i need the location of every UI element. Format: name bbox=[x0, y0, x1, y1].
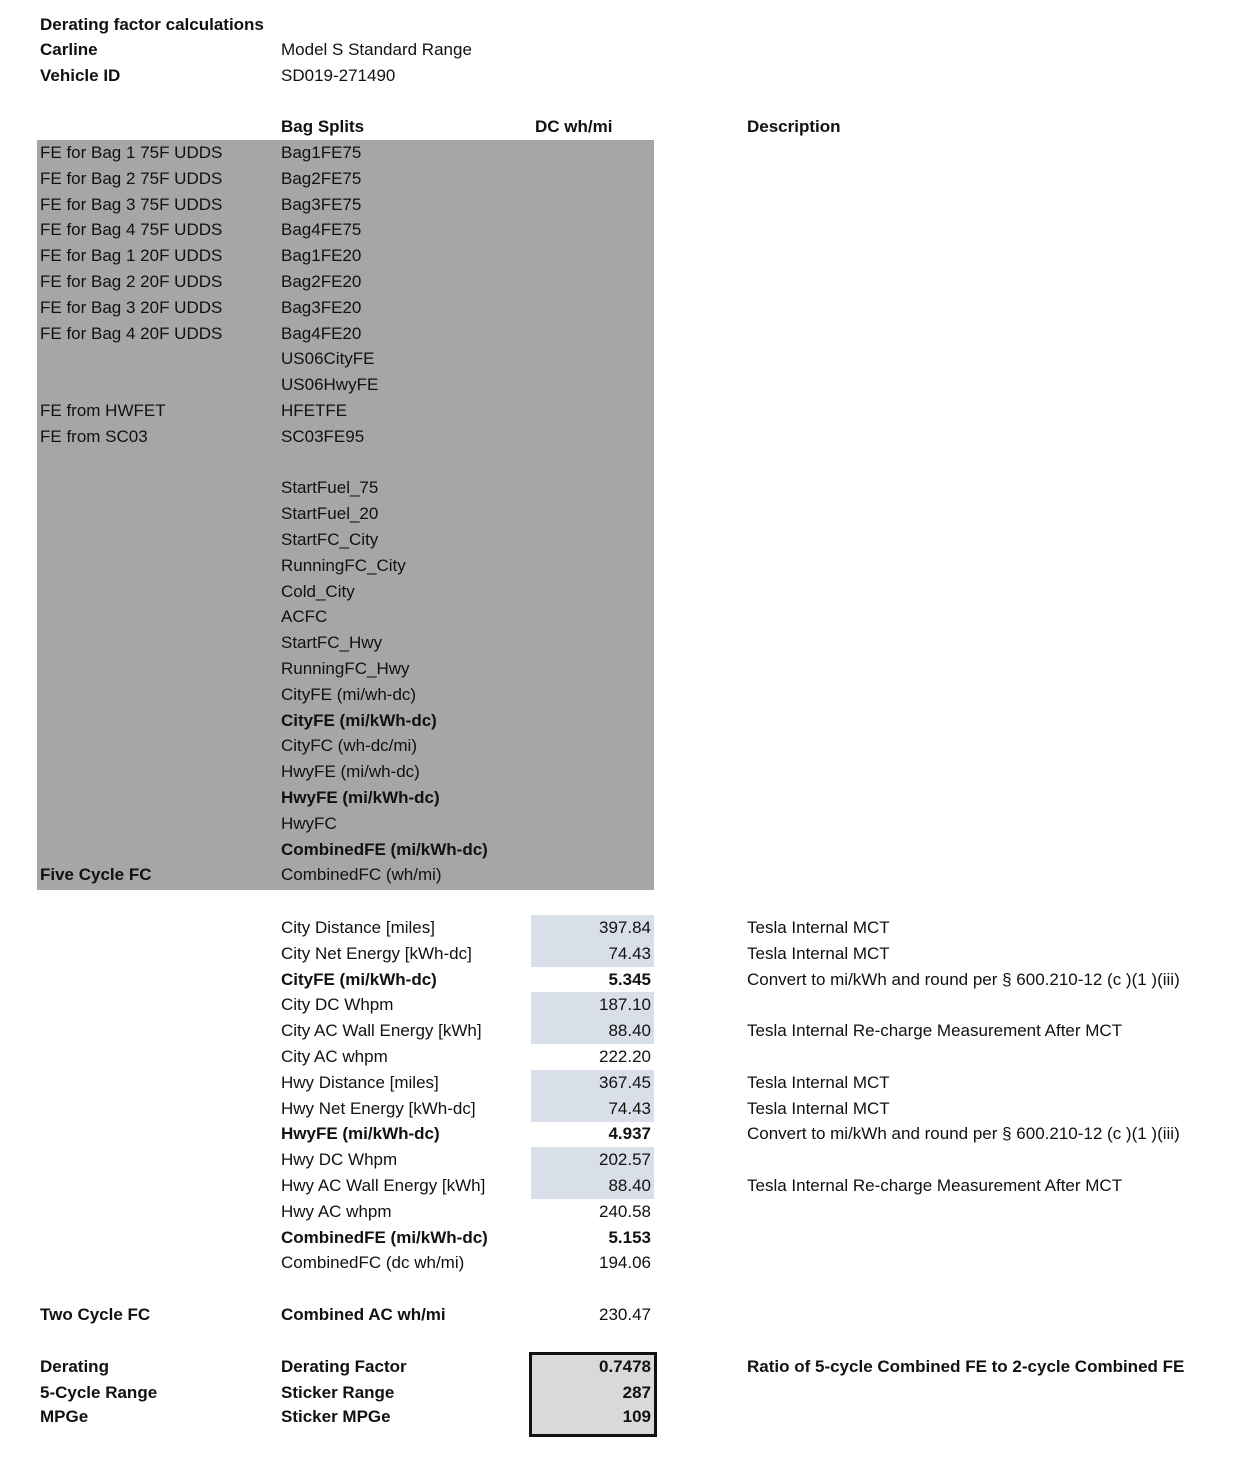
result-section-label: Derating bbox=[40, 1357, 109, 1376]
detail-row-label: Hwy AC Wall Energy [kWh] bbox=[281, 1176, 486, 1195]
result-label: Sticker MPGe bbox=[281, 1407, 391, 1426]
five-cycle-row-name: HwyFE (mi/wh-dc) bbox=[281, 762, 420, 781]
five-cycle-row-description: FE for Bag 2 20F UDDS bbox=[40, 272, 223, 291]
five-cycle-row-name: StartFC_City bbox=[281, 530, 379, 549]
five-cycle-row-name: RunningFC_Hwy bbox=[281, 659, 410, 678]
five-cycle-row-name: Cold_City bbox=[281, 582, 355, 601]
result-label: Derating Factor bbox=[281, 1357, 407, 1376]
five-cycle-row-name: HwyFE (mi/kWh-dc) bbox=[281, 788, 440, 807]
detail-row-label: Hwy Net Energy [kWh-dc] bbox=[281, 1099, 476, 1118]
five-cycle-row-name: Bag3FE75 bbox=[281, 195, 362, 214]
result-value: 0.7478 bbox=[599, 1357, 651, 1376]
five-cycle-row-name: ACFC bbox=[281, 607, 328, 626]
detail-row-label: CityFE (mi/kWh-dc) bbox=[281, 970, 437, 989]
detail-row-value: 74.43 bbox=[608, 1099, 651, 1118]
five-cycle-row-description: FE for Bag 3 20F UDDS bbox=[40, 298, 223, 317]
detail-row-value: 194.06 bbox=[599, 1253, 651, 1272]
five-cycle-row-name: CombinedFE (mi/kWh-dc) bbox=[281, 840, 488, 859]
detail-row-label: City Net Energy [kWh-dc] bbox=[281, 944, 472, 963]
detail-row-value: 397.84 bbox=[599, 918, 651, 937]
detail-row-value: 367.45 bbox=[599, 1073, 651, 1092]
detail-row-value: 187.10 bbox=[599, 995, 651, 1014]
five-cycle-row-name: CombinedFC (wh/mi) bbox=[281, 865, 442, 884]
detail-row-description: Tesla Internal MCT bbox=[747, 918, 890, 937]
result-value: 287 bbox=[622, 1383, 651, 1402]
sheet-title: Derating factor calculations bbox=[40, 15, 264, 34]
detail-row-label: City DC Whpm bbox=[281, 995, 394, 1014]
five-cycle-row-description: FE for Bag 4 75F UDDS bbox=[40, 220, 223, 239]
five-cycle-row-description: FE from HWFET bbox=[40, 401, 166, 420]
bag-splits-header: Bag Splits bbox=[281, 117, 365, 136]
result-description: Ratio of 5-cycle Combined FE to 2-cycle Combined FE bbox=[747, 1357, 1185, 1376]
detail-row-description: Tesla Internal MCT bbox=[747, 1073, 890, 1092]
five-cycle-row-name: CityFE (mi/kWh-dc) bbox=[281, 711, 437, 730]
detail-row-value: 202.57 bbox=[599, 1150, 651, 1169]
five-cycle-row-name: Bag2FE75 bbox=[281, 169, 362, 188]
detail-row-value: 74.43 bbox=[608, 944, 651, 963]
detail-row-description: Tesla Internal Re-charge Measurement After MCT bbox=[747, 1021, 1123, 1040]
dc-whmi-header: DC wh/mi bbox=[535, 117, 613, 136]
five-cycle-row-name: US06HwyFE bbox=[281, 375, 379, 394]
detail-row-description: Tesla Internal MCT bbox=[747, 1099, 890, 1118]
carline-value: Model S Standard Range bbox=[281, 40, 472, 59]
five-cycle-row-description: FE for Bag 1 75F UDDS bbox=[40, 143, 223, 162]
five-cycle-row-name: CityFC (wh-dc/mi) bbox=[281, 736, 417, 755]
five-cycle-row-description: FE for Bag 2 75F UDDS bbox=[40, 169, 223, 188]
carline-label: Carline bbox=[40, 40, 98, 59]
five-cycle-row-name: CityFE (mi/wh-dc) bbox=[281, 685, 417, 704]
detail-row-label: CombinedFE (mi/kWh-dc) bbox=[281, 1228, 488, 1247]
five-cycle-row-name: US06CityFE bbox=[281, 349, 375, 368]
detail-row-value: 5.345 bbox=[608, 970, 651, 989]
result-label: Sticker Range bbox=[281, 1383, 395, 1402]
result-section-label: 5-Cycle Range bbox=[40, 1383, 158, 1402]
detail-row-label: Hwy AC whpm bbox=[281, 1202, 392, 1221]
five-cycle-row-name: Bag3FE20 bbox=[281, 298, 362, 317]
five-cycle-row-name: Bag1FE20 bbox=[281, 246, 362, 265]
five-cycle-row-name: StartFuel_75 bbox=[281, 478, 379, 497]
detail-row-description: Convert to mi/kWh and round per § 600.210-12 (c )(1 )(iii) bbox=[747, 1124, 1180, 1143]
detail-row-label: Hwy DC Whpm bbox=[281, 1150, 398, 1169]
detail-row-label: City Distance [miles] bbox=[281, 918, 435, 937]
detail-row-value: 4.937 bbox=[608, 1124, 651, 1143]
detail-row-label: Hwy Distance [miles] bbox=[281, 1073, 439, 1092]
detail-row-value: 5.153 bbox=[608, 1228, 651, 1247]
two-cycle-section-label: Two Cycle FC bbox=[40, 1305, 151, 1324]
detail-row-label: City AC Wall Energy [kWh] bbox=[281, 1021, 482, 1040]
five-cycle-row-name: Bag2FE20 bbox=[281, 272, 362, 291]
detail-row-value: 222.20 bbox=[599, 1047, 651, 1066]
vehicle-id-label: Vehicle ID bbox=[40, 66, 121, 85]
five-cycle-row-name: RunningFC_City bbox=[281, 556, 406, 575]
five-cycle-row-name: Bag1FE75 bbox=[281, 143, 362, 162]
detail-row-label: CombinedFC (dc wh/mi) bbox=[281, 1253, 465, 1272]
detail-row-value: 88.40 bbox=[608, 1176, 651, 1195]
detail-row-label: HwyFE (mi/kWh-dc) bbox=[281, 1124, 440, 1143]
combined-ac-label: Combined AC wh/mi bbox=[281, 1305, 446, 1324]
detail-row-description: Tesla Internal Re-charge Measurement After MCT bbox=[747, 1176, 1123, 1195]
combined-ac-value: 230.47 bbox=[599, 1305, 651, 1324]
five-cycle-row-name: Bag4FE75 bbox=[281, 220, 362, 239]
five-cycle-row-name: SC03FE95 bbox=[281, 427, 365, 446]
five-cycle-row-description: FE for Bag 3 75F UDDS bbox=[40, 195, 223, 214]
five-cycle-row-name: StartFC_Hwy bbox=[281, 633, 383, 652]
five-cycle-row-description: FE for Bag 4 20F UDDS bbox=[40, 324, 223, 343]
five-cycle-row-name: HwyFC bbox=[281, 814, 337, 833]
description-header: Description bbox=[747, 117, 841, 136]
detail-row-label: City AC whpm bbox=[281, 1047, 388, 1066]
detail-row-value: 240.58 bbox=[599, 1202, 651, 1221]
detail-row-description: Convert to mi/kWh and round per § 600.210-12 (c )(1 )(iii) bbox=[747, 970, 1180, 989]
five-cycle-row-name: HFETFE bbox=[281, 401, 348, 420]
result-value: 109 bbox=[622, 1407, 651, 1426]
detail-row-description: Tesla Internal MCT bbox=[747, 944, 890, 963]
five-cycle-section-label: Five Cycle FC bbox=[40, 865, 152, 884]
five-cycle-row-name: Bag4FE20 bbox=[281, 324, 362, 343]
detail-row-value: 88.40 bbox=[608, 1021, 651, 1040]
result-section-label: MPGe bbox=[40, 1407, 89, 1426]
five-cycle-row-description: FE from SC03 bbox=[40, 427, 148, 446]
vehicle-id-value: SD019-271490 bbox=[281, 66, 396, 85]
five-cycle-row-name: StartFuel_20 bbox=[281, 504, 379, 523]
five-cycle-row-description: FE for Bag 1 20F UDDS bbox=[40, 246, 223, 265]
